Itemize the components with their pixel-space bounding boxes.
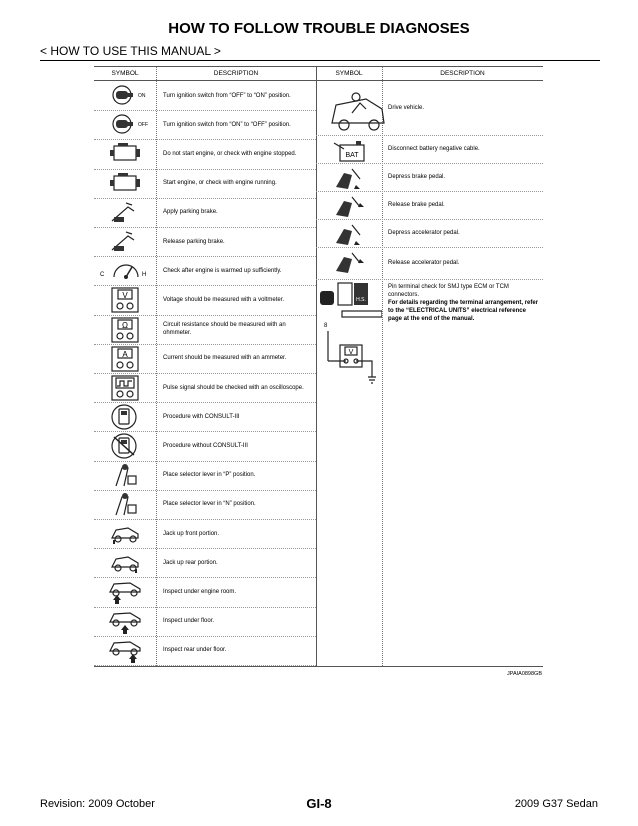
- footer-model: 2009 G37 Sedan: [514, 798, 598, 810]
- svg-text:8: 8: [324, 323, 328, 329]
- accelerator-depress-icon: [326, 221, 370, 249]
- jack-up-rear-icon: [108, 549, 142, 577]
- brake-pedal-depress-icon: [326, 165, 370, 193]
- ignition-on-icon: [108, 82, 142, 110]
- gauge-cold-label: C: [100, 272, 105, 279]
- row-description: Release parking brake.: [163, 238, 225, 245]
- battery-disconnect-icon: [326, 137, 370, 165]
- svg-text:V: V: [122, 291, 128, 301]
- ignition-position-label: OFF: [138, 122, 148, 129]
- table-row: [316, 163, 543, 192]
- no-consult-iii-icon: [108, 432, 142, 460]
- svg-text:BAT: BAT: [345, 152, 359, 159]
- table-row: [316, 279, 543, 627]
- jack-up-front-icon: [108, 520, 142, 548]
- svg-text:V: V: [348, 349, 354, 356]
- row-description: Procedure with CONSULT-III: [163, 413, 240, 420]
- row-description: Check after engine is warmed up sufficiently.: [163, 267, 282, 274]
- inspect-rear-floor-icon: [108, 637, 142, 665]
- col-header-description-left: DESCRIPTION: [213, 70, 259, 77]
- table-row: [94, 373, 316, 403]
- table-row: [94, 490, 316, 520]
- accelerator-release-icon: [326, 249, 370, 277]
- col-header-description-right: DESCRIPTION: [440, 70, 485, 77]
- header-rule: [40, 60, 600, 61]
- table-row: [94, 285, 316, 315]
- table-row: [94, 344, 316, 374]
- engine-no-start-icon: [108, 140, 142, 168]
- row-description: [388, 283, 540, 323]
- oscilloscope-icon: [108, 374, 142, 402]
- row-description: Inspect under engine room.: [163, 588, 237, 595]
- page-title: HOW TO FOLLOW TROUBLE DIAGNOSES: [168, 20, 470, 37]
- table-row: [94, 402, 316, 432]
- drive-vehicle-icon: [326, 83, 388, 133]
- table-row: [94, 548, 316, 578]
- consult-iii-icon: [108, 403, 142, 431]
- section-breadcrumb: < HOW TO USE THIS MANUAL >: [40, 44, 221, 58]
- table-row: [316, 191, 543, 220]
- inspect-floor-icon: [108, 608, 142, 636]
- svg-text:Ω: Ω: [122, 320, 128, 330]
- engine-start-icon: [108, 170, 142, 198]
- ignition-off-icon: [108, 111, 142, 139]
- brake-pedal-release-icon: [326, 193, 370, 221]
- col-header-symbol-right: SYMBOL: [335, 70, 363, 77]
- row-description: Release accelerator pedal.: [388, 260, 460, 266]
- row-description: Pulse signal should be checked with an oscilloscope.: [163, 384, 304, 391]
- ammeter-icon: [108, 345, 142, 373]
- footer-revision: Revision: 2009 October: [40, 798, 155, 810]
- table-row: [316, 81, 543, 136]
- pin-terminal-check-icon: [318, 281, 382, 391]
- table-row: [316, 247, 543, 280]
- gauge-hot-label: H: [142, 272, 147, 279]
- row-description: Apply parking brake.: [163, 209, 218, 216]
- table-row: [94, 198, 316, 228]
- row-description: Do not start engine, or check with engine stopped.: [163, 150, 297, 157]
- row-description: Voltage should be measured with a voltmeter.: [163, 296, 285, 303]
- row-description: Depress brake pedal.: [388, 174, 446, 180]
- table-row: [316, 135, 543, 164]
- table-row: [94, 519, 316, 549]
- row-description: Place selector lever in “P” position.: [163, 472, 256, 479]
- row-description: Inspect rear under floor.: [163, 647, 227, 654]
- table-row: [94, 431, 316, 461]
- table-row: [94, 256, 316, 286]
- row-description: Place selector lever in “N” position.: [163, 501, 256, 508]
- row-description: Procedure without CONSULT-III: [163, 442, 248, 449]
- table-row: [94, 607, 316, 637]
- table-row: [94, 110, 316, 140]
- row-description: Jack up front portion.: [163, 530, 220, 537]
- table-row: [94, 227, 316, 257]
- col-header-symbol-left: SYMBOL: [111, 70, 139, 77]
- selector-p-icon: [108, 462, 142, 490]
- row-description: Release brake pedal.: [388, 202, 445, 208]
- inspect-engine-room-icon: [108, 578, 142, 606]
- pin-check-text: Pin terminal check for SMJ type ECM or TCM connectors.: [388, 284, 509, 298]
- table-row: [94, 169, 316, 199]
- figure-id: JPAIA0898GB: [506, 671, 542, 677]
- row-description: Disconnect battery negative cable.: [388, 146, 480, 152]
- selector-n-icon: [108, 491, 142, 519]
- parking-brake-apply-icon: [108, 199, 142, 227]
- row-description: Turn ignition switch from “OFF” to “ON” position.: [163, 92, 291, 99]
- row-description: Depress accelerator pedal.: [388, 230, 460, 236]
- row-description: Jack up rear portion.: [163, 559, 218, 566]
- row-description: Turn ignition switch from “ON” to “OFF” position.: [163, 121, 291, 128]
- footer-page-number: GI-8: [306, 796, 332, 811]
- ignition-position-label: ON: [138, 93, 146, 99]
- row-description: Current should be measured with an ammeter.: [163, 355, 287, 362]
- row-description: Drive vehicle.: [388, 105, 425, 111]
- table-row: [94, 315, 316, 345]
- table-row: [94, 577, 316, 607]
- pin-check-reference: For details regarding the terminal arrangement, refer to the “ELECTRICAL UNITS” electrical reference page at the end of the manual.: [388, 300, 539, 322]
- svg-text:A: A: [122, 349, 128, 359]
- ohmmeter-icon: [108, 316, 142, 344]
- row-description: Circuit resistance should be measured with an ohmmeter.: [163, 322, 286, 337]
- temperature-gauge-icon: [108, 257, 142, 285]
- voltmeter-icon: [108, 286, 142, 314]
- table-row: [94, 139, 316, 169]
- symbol-table: [94, 66, 543, 667]
- table-row: [94, 636, 316, 666]
- row-description: Start engine, or check with engine running.: [163, 180, 277, 187]
- table-row: [316, 219, 543, 248]
- table-row: [94, 461, 316, 491]
- svg-text:H.S.: H.S.: [356, 297, 366, 303]
- parking-brake-release-icon: [108, 228, 142, 256]
- table-row: [94, 81, 316, 111]
- row-description: Inspect under floor.: [163, 618, 215, 625]
